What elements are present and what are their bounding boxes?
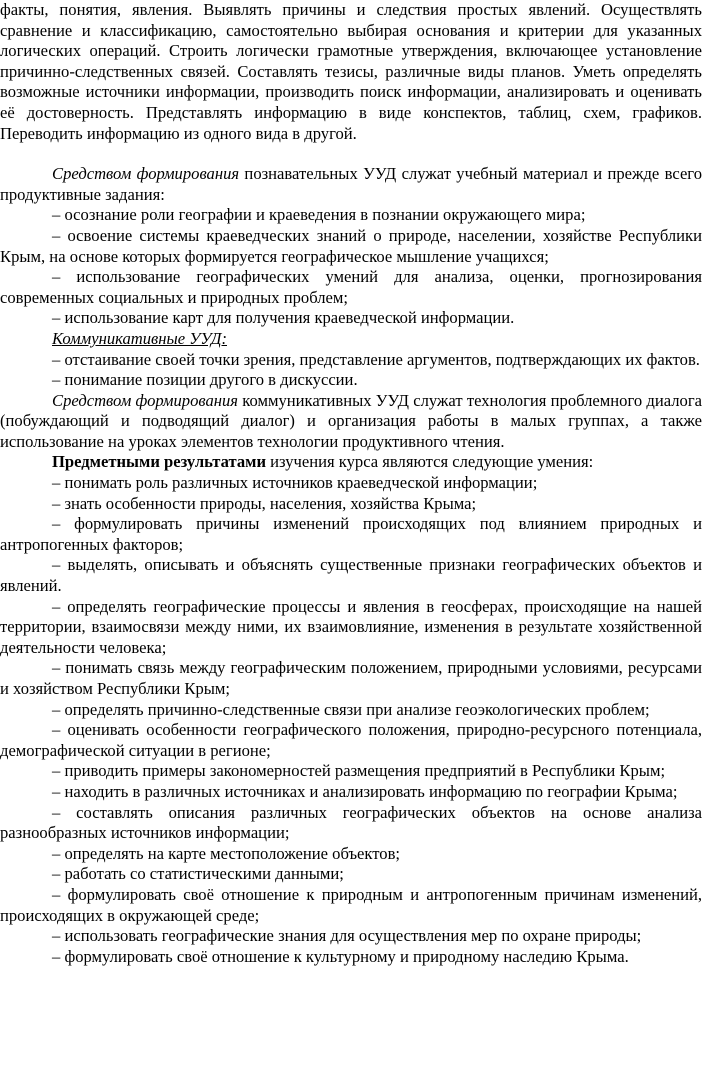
subject-item: – выделять, описывать и объяснять существенные признаки географических объектов и явлений. [0, 555, 702, 596]
subject-item: – определять причинно-следственные связи при анализе геоэкологических проблем; [52, 699, 650, 719]
subject-item: – формулировать своё отношение к природным и антропогенным причинам изменений, происходящих в окружающей среде; [0, 884, 702, 925]
subject-item: – определять на карте местоположение объектов; [52, 843, 401, 863]
cognitive-means-lead: Средством формирования [52, 164, 240, 184]
subject-item: – использовать географические знания для осуществления мер по охране природы; [52, 926, 642, 946]
intro-paragraph: факты, понятия, явления. Выявлять причины и следствия простых явлений. Осуществлять сравнение и классификацию, самостоятельно выбирая основания и критерии для указанных логических операций. Строить логически грамотные утверждения, включающее установление причинно-следственных связей. Составлять тезисы, различные виды планов. Уметь определять возможные источники информации, производить поиск информации, анализировать и оценивать её достоверность. Представлять информацию в виде конспектов, таблиц, схем, графиков. Переводить информацию из одного вида в другой. [0, 0, 702, 143]
cognitive-item: – осознание роли географии и краеведения в познании окружающего мира; [52, 205, 586, 225]
communicative-heading: Коммуникативные УУД: [52, 328, 227, 348]
cognitive-item: – использование карт для получения краеведческой информации. [52, 308, 515, 328]
communicative-means-text: коммуникативных УУД служат технология проблемного диалога (побуждающий и подводящий диалог) и организация работы в малых группах, а также использование на уроках элементов технологии продуктивного чтения. [0, 390, 702, 451]
subject-item: – определять географические процессы и явления в геосферах, происходящие на нашей территории, взаимосвязи между ними, их взаимовлияние, изменения в результате хозяйственной деятельности человека; [0, 596, 702, 657]
communicative-means-lead: Средством формирования [52, 390, 238, 410]
subject-item: – формулировать своё отношение к культурному и природному наследию Крыма. [52, 946, 629, 966]
communicative-means-paragraph [0, 391, 702, 453]
subject-item: – составлять описания различных географических объектов на основе анализа разнообразных источников информации; [0, 802, 702, 843]
subject-item: – формулировать причины изменений происходящих под влиянием природных и антропогенных факторов; [0, 514, 702, 554]
subject-item: – находить в различных источниках и анализировать информацию по географии Крыма; [52, 781, 678, 801]
subject-item: – знать особенности природы, населения, хозяйства Крыма; [52, 493, 477, 513]
cognitive-item: – освоение системы краеведческих знаний о природе, населении, хозяйстве Республики Крым, на основе которых формируется географическое мышление учащихся; [0, 225, 702, 266]
communicative-item: – отстаивание своей точки зрения, представление аргументов, подтверждающих их фактов. [52, 349, 700, 369]
paragraph-gap [0, 144, 702, 164]
cognitive-item: – использование географических умений для анализа, оценки, прогнозирования современных социальных и природных проблем; [0, 267, 702, 307]
cognitive-means-paragraph [0, 164, 702, 205]
communicative-heading-paragraph [0, 329, 702, 350]
subject-item: – понимать роль различных источников краеведческой информации; [52, 473, 538, 493]
subject-item: – понимать связь между географическим положением, природными условиями, ресурсами и хозяйством Республики Крым; [0, 658, 702, 698]
cognitive-means-text: познавательных УУД служат учебный материал и прежде всего продуктивные задания: [0, 164, 702, 204]
subject-results-lead: Предметными результатами [52, 452, 267, 472]
subject-item: – оценивать особенности географического положения, природно-ресурсного потенциала, демографической ситуации в регионе; [0, 720, 702, 760]
communicative-item: – понимание позиции другого в дискуссии. [52, 370, 358, 390]
subject-item: – работать со статистическими данными; [52, 864, 344, 884]
subject-results-text: изучения курса являются следующие умения: [266, 452, 594, 472]
subject-item: – приводить примеры закономерностей размещения предприятий в Республики Крым; [52, 761, 666, 781]
subject-results-paragraph [0, 452, 702, 473]
